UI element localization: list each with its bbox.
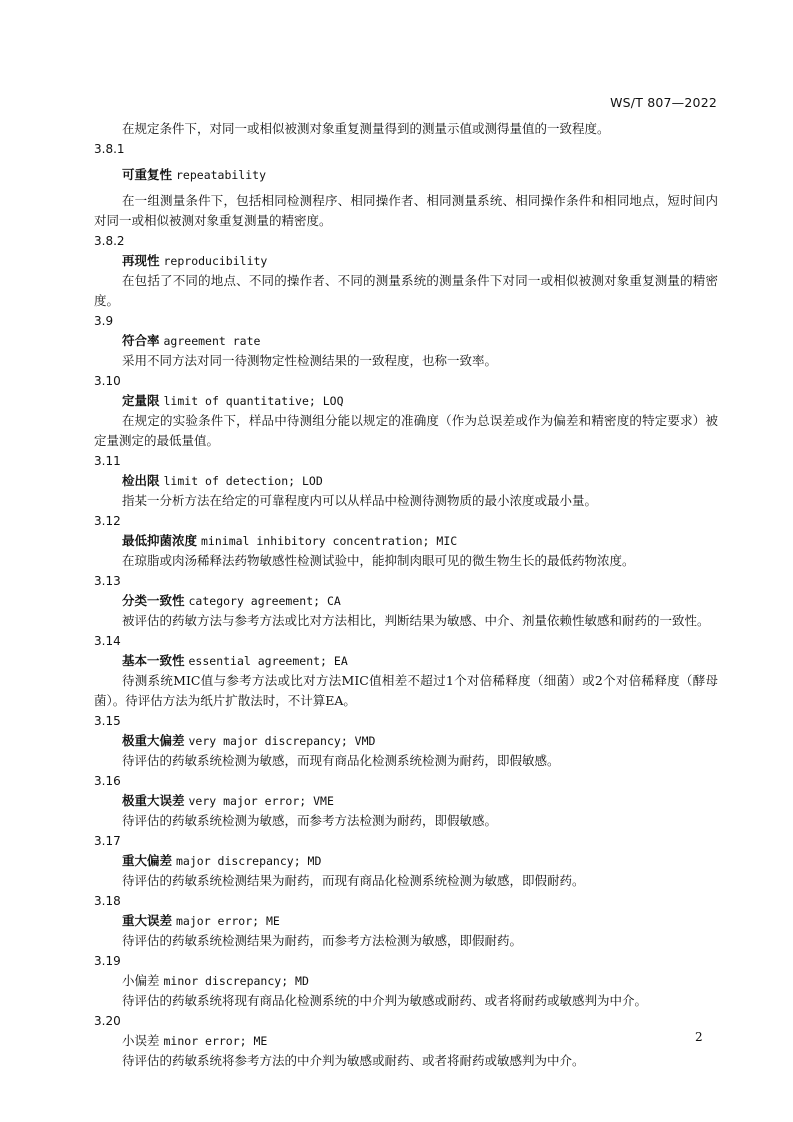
term-definition: 待评估的药敏系统检测结果为耐药，而参考方法检测为敏感，即假耐药。 [122,933,523,948]
clause-number: 3.16 [94,774,121,788]
clause-number: 3.17 [94,834,121,848]
term-definition: 待评估的药敏系统检测为敏感，而现有商品化检测系统检测为耐药，即假敏感。 [122,753,560,768]
term-definition: 在包括了不同的地点、不同的操作者、不同的测量系统的测量条件下对同一或相似被测对象重复测量的精密度。 [94,273,718,308]
clause-number: 3.19 [94,954,121,968]
definition-entry [94,831,718,891]
clause-number: 3.20 [94,1014,121,1028]
term-chinese: 可重复性 [122,167,173,182]
document-id-header: WS/T 807—2022 [610,95,717,110]
term-english: minimal inhibitory concentration; MIC [201,534,458,548]
term-definition: 被评估的药敏方法与参考方法或比对方法相比，判断结果为敏感、中介、剂量依赖性敏感和耐药的一致性。 [122,613,710,628]
term-chinese: 分类一致性 [122,593,185,608]
term-english: minor discrepancy; MD [163,974,309,988]
term-definition: 待评估的药敏系统将现有商品化检测系统的中介判为敏感或耐药、或者将耐药或敏感判为中介。 [122,993,648,1008]
term-english: very major discrepancy; VMD [188,734,376,748]
term-chinese: 极重大误差 [122,793,185,808]
term-english: repeatability [176,168,267,182]
clause-number: 3.12 [94,514,121,528]
term-heading [94,251,718,271]
term-definition: 待评估的药敏系统检测为敏感，而参考方法检测为耐药，即假敏感。 [122,813,498,828]
term-english: minor error; ME [163,1034,268,1048]
term-english: limit of detection; LOD [163,474,323,488]
term-chinese: 重大偏差 [122,853,173,868]
term-chinese: 检出限 [122,473,160,488]
term-english: major error; ME [176,914,280,928]
term-heading [94,391,718,411]
definition-entry [94,771,718,831]
term-english: category agreement; CA [188,594,341,608]
term-chinese: 重大误差 [122,913,173,928]
definition-entry [94,631,718,711]
term-heading [94,1031,718,1051]
clause-number: 3.14 [94,634,121,648]
definition-entry [94,571,718,631]
definition-entry [94,371,718,451]
term-heading [94,651,718,671]
clause-number: 3.8.1 [94,142,125,156]
term-english: agreement rate [163,334,261,348]
term-english: reproducibility [163,254,268,268]
term-chinese: 最低抑菌浓度 [122,533,198,548]
clause-number: 3.9 [94,314,114,328]
clause-number: 3.11 [94,454,121,468]
term-chinese: 小误差 [122,1033,160,1048]
clause-number: 3.10 [94,374,121,388]
term-english: essential agreement; EA [188,654,348,668]
term-english: limit of quantitative; LOQ [163,394,344,408]
term-english: major discrepancy; MD [176,854,322,868]
clause-number: 3.8.2 [94,234,125,248]
term-definition: 采用不同方法对同一待测物定性检测结果的一致程度，也称一致率。 [122,353,498,368]
term-chinese: 符合率 [122,333,160,348]
page-number: 2 [695,1030,703,1044]
term-heading [94,971,718,991]
term-heading [94,731,718,751]
term-definition: 待评估的药敏系统将参考方法的中介判为敏感或耐药、或者将耐药或敏感判为中介。 [122,1053,585,1068]
term-definition: 待测系统MIC值与参考方法或比对方法MIC值相差不超过1个对倍稀释度（细菌）或2个对倍稀释度（酵母菌）。待评估方法为纸片扩散法时，不计算EA。 [94,673,718,708]
clause-number: 3.18 [94,894,121,908]
definition-entry [94,891,718,951]
term-english: very major error; VME [188,794,334,808]
term-heading [94,165,718,185]
term-chinese: 定量限 [122,393,160,408]
clause-number: 3.13 [94,574,121,588]
term-heading [94,791,718,811]
term-definition: 指某一分析方法在给定的可靠程度内可以从样品中检测待测物质的最小浓度或最小量。 [122,493,598,508]
term-chinese: 小偏差 [122,973,160,988]
definition-list [94,139,718,1071]
term-heading [94,531,718,551]
definition-entry [94,451,718,511]
term-chinese: 再现性 [122,253,160,268]
term-heading [94,911,718,931]
definition-entry [94,311,718,371]
definition-entry [94,711,718,771]
definition-entry [94,511,718,571]
term-definition: 待评估的药敏系统检测结果为耐药，而现有商品化检测系统检测为敏感，即假耐药。 [122,873,585,888]
term-chinese: 基本一致性 [122,653,185,668]
term-heading [94,471,718,491]
definition-entry [94,951,718,1011]
definition-entry [94,1011,718,1071]
term-chinese: 极重大偏差 [122,733,185,748]
term-heading [94,851,718,871]
term-definition: 在一组测量条件下，包括相同检测程序、相同操作者、相同测量系统、相同操作条件和相同地点，短时间内对同一或相似被测对象重复测量的精密度。 [94,193,718,228]
definition-entry [94,231,718,311]
term-definition: 在规定的实验条件下，样品中待测组分能以规定的准确度（作为总误差或作为偏差和精密度的特定要求）被定量测定的最低量值。 [94,413,718,448]
term-heading [94,591,718,611]
term-heading [94,331,718,351]
definitions-content [94,119,718,1071]
definition-entry [94,139,718,231]
intro-definition: 在规定条件下，对同一或相似被测对象重复测量得到的测量示值或测得量值的一致程度。 [122,121,610,136]
term-definition: 在琼脂或肉汤稀释法药物敏感性检测试验中，能抑制肉眼可见的微生物生长的最低药物浓度。 [122,553,635,568]
clause-number: 3.15 [94,714,121,728]
